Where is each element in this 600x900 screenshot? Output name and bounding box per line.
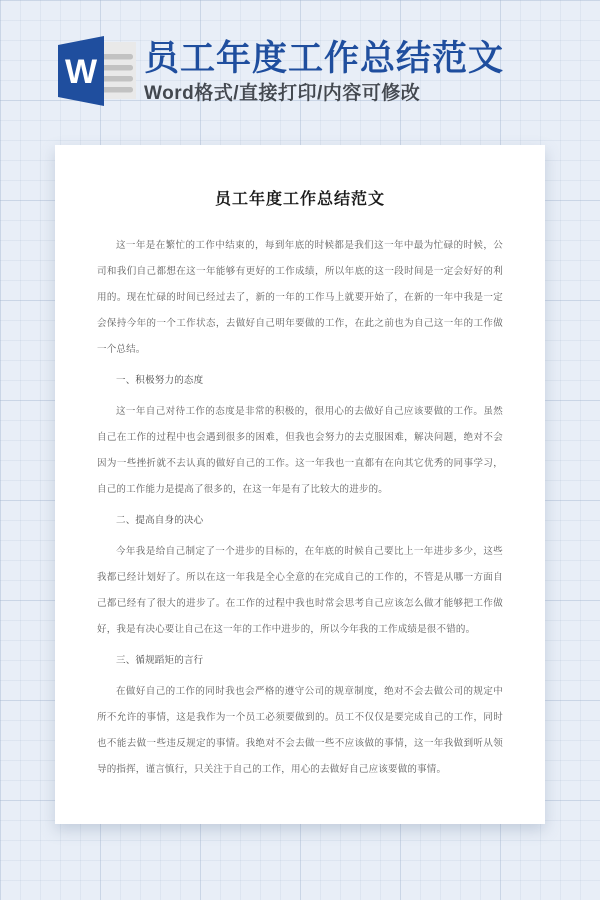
document-page bbox=[55, 145, 545, 824]
document-body bbox=[97, 233, 503, 783]
body-paragraph: 今年我是给自己制定了一个进步的目标的，在年底的时候自己要比上一年进步多少，这些我都已经计划好了。所以在这一年我是全心全意的在完成自己的工作的，不管是从哪一方面自己都已经有了很大的进步了。在工作的过程中我也时常会思考自己应该怎么做才能够把工作做好，我是有决心要让自己在这一年的工作中进步的，所以今年我的工作成绩是很不错的。 bbox=[97, 546, 503, 636]
page-banner bbox=[0, 0, 600, 145]
section-heading: 一、积极努力的态度 bbox=[116, 375, 204, 387]
svg-text:W: W bbox=[64, 52, 98, 91]
section-heading: 二、提高自身的决心 bbox=[116, 515, 204, 527]
banner-subtitle: Word格式/直接打印/内容可修改 bbox=[144, 83, 421, 105]
body-paragraph: 这一年是在繁忙的工作中结束的，每到年底的时候都是我们这一年中最为忙碌的时候，公司和我们自己都想在这一年能够有更好的工作成绩，所以年底的这一段时间是一定会好好的利用的。现在忙碌的时间已经过去了，新的一年的工作马上就要开始了，在新的一年中我是一定会保持今年的一个工作状态，去做好自己明年要做的工作，在此之前也为自己这一年的工作做一个总结。 bbox=[97, 240, 503, 356]
body-paragraph: 在做好自己的工作的同时我也会严格的遵守公司的规章制度，绝对不会去做公司的规定中所不允许的事情，这是我作为一个员工必须要做到的。员工不仅仅是要完成自己的工作，同时也不能去做一些违反规定的事情。我绝对不会去做一些不应该做的事情，这一年我做到听从领导的指挥，谨言慎行，只关注于自己的工作，用心的去做好自己应该要做的事情。 bbox=[97, 686, 503, 776]
section-heading: 三、循规蹈矩的言行 bbox=[116, 655, 204, 667]
body-paragraph: 这一年自己对待工作的态度是非常的积极的，很用心的去做好自己应该要做的工作。虽然自己在工作的过程中也会遇到很多的困难，但我也会努力的去克服困难，解决问题，绝对不会因为一些挫折就不去认真的做好自己的工作。这一年我也一直都有在向其它优秀的同事学习，自己的工作能力是提高了很多的，在这一年是有了比较大的进步的。 bbox=[97, 406, 503, 496]
document-title: 员工年度工作总结范文 bbox=[214, 191, 385, 208]
word-logo-icon bbox=[52, 36, 138, 112]
banner-text-group bbox=[144, 40, 504, 106]
banner-title: 员工年度工作总结范文 bbox=[144, 38, 505, 78]
